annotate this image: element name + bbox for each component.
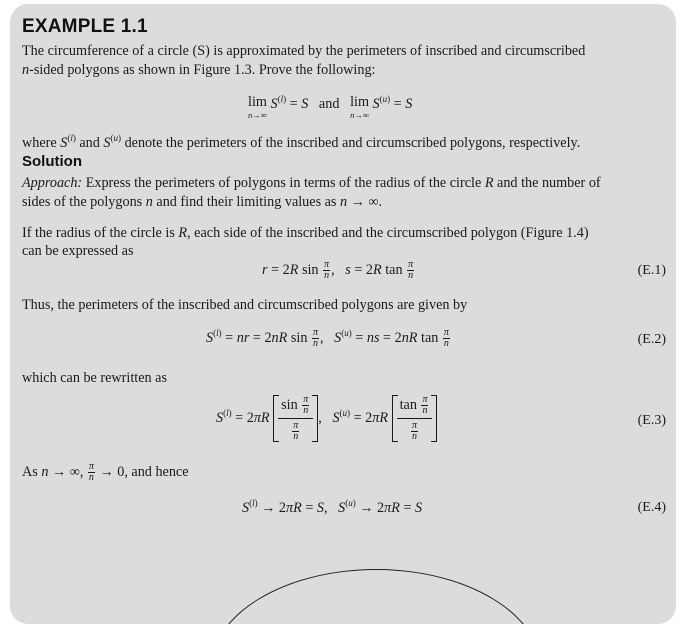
- equation-e1: r = 2R sin $\frac{\pi}{n}$ , s = 2R tan $\frac{\pi}{n}$: [262, 259, 414, 281]
- approach-line-1: Approach: Express the perimeters of polygons in terms of the radius of the circle R and the number of: [22, 175, 601, 191]
- equation-e3: $S^{(l)} = 2\pi R$ sin $\frac{\pi}{n}$ $\frac{\pi}{n}$ , $S^{(u)} = 2\pi R$ tan $\frac{\pi}{n}$ $\frac{\pi}{n}$: [216, 395, 437, 442]
- limit-equation: lim n→∞ $S^{(l)} = S$ and lim n→∞ $S^{(u)} = S$: [248, 94, 413, 120]
- equation-number-e1: (E.1): [637, 263, 666, 278]
- equation-number-e2: (E.2): [637, 332, 666, 347]
- approach-line-2: sides of the polygons n and find their limiting values as n → ∞.: [22, 194, 383, 210]
- solution-heading: Solution: [22, 153, 82, 170]
- para1-line-2: can be expressed as: [22, 243, 134, 259]
- example-title: EXAMPLE 1.1: [22, 16, 148, 37]
- equation-e4: $S^{(l)} \to 2\pi R = S$, $S^{(u)} \to 2\pi R = S$: [242, 498, 423, 516]
- para2: Thus, the perimeters of the inscribed and circumscribed polygons are given by: [22, 297, 468, 313]
- para1-line-1: If the radius of the circle is R, each side of the inscribed and the circumscribed polygon (Figure 1.4): [22, 225, 589, 241]
- para4: As n → ∞, $\frac{\pi}{n}$ → 0, and hence: [22, 461, 189, 483]
- equation-number-e4: (E.4): [637, 500, 666, 515]
- equation-e2: $S^{(l)}$ = nr = 2nR sin $\frac{\pi}{n}$ , $S^{(u)}$ = ns = 2nR tan $\frac{\pi}{n}$: [206, 327, 449, 350]
- example-panel: [10, 4, 676, 624]
- intro-line-1: The circumference of a circle (S) is approximated by the perimeters of inscribed and circumscribed: [22, 43, 586, 59]
- where-text: where $S^{(l)}$ and $S^{(u)}$ denote the perimeters of the inscribed and circumscribed polygons, respectively.: [22, 133, 581, 151]
- para3: which can be rewritten as: [22, 370, 167, 386]
- circle-figure-arc: [210, 569, 542, 624]
- intro-line-2: n-sided polygons as shown in Figure 1.3. Prove the following:: [22, 62, 376, 78]
- equation-number-e3: (E.3): [637, 413, 666, 428]
